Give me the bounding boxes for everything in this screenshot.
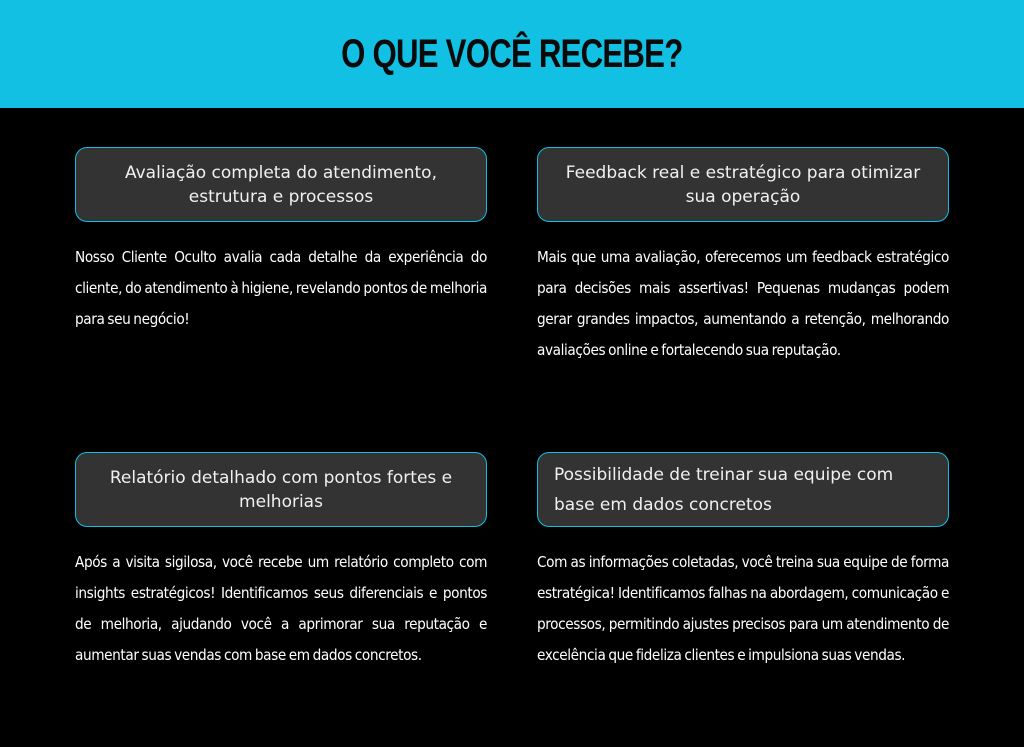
benefit-card-feedback [537,147,949,366]
benefit-title-box [537,452,949,527]
benefit-title-box [75,147,487,222]
benefit-title: Relatório detalhado com pontos fortes e melhorias [109,467,453,512]
benefit-description: Mais que uma avaliação, oferecemos um feedback estratégico para decisões mais assertivas! Pequenas mudanças podem gerar grandes impactos, aumentando a retenção, melhorando avaliações online e fortalecendo sua reputação. [537,248,949,359]
benefit-description: Nosso Cliente Oculto avalia cada detalhe da experiência do cliente, do atendimento à higiene, revelando pontos de melhoria para seu negócio! [75,248,487,328]
benefit-title: Avaliação completa do atendimento, estrutura e processos [124,162,437,207]
header-banner [0,0,1024,108]
page-title: O QUE VOCÊ RECEBE? [341,31,683,76]
benefit-card-report [75,452,487,671]
benefit-description: Com as informações coletadas, você treina sua equipe de forma estratégica! Identificamos falhas na abordagem, comunicação e processos, permitindo ajustes precisos para um atendimento de excelência que fideliza clientes e impulsiona suas vendas. [537,553,949,664]
benefit-card-evaluation [75,147,487,335]
benefit-card-training [537,452,949,671]
benefit-title: Feedback real e estratégico para otimizar sua operação [565,162,921,207]
benefit-title-box [537,147,949,222]
benefit-title: Possibilidade de treinar sua equipe com base em dados concretos [554,464,894,515]
benefit-description: Após a visita sigilosa, você recebe um relatório completo com insights estratégicos! Identificamos seus diferenciais e pontos de melhoria, ajudando você a aprimorar sua reputação e aumentar suas vendas com base em dados concretos. [75,553,487,664]
benefit-title-box [75,452,487,527]
